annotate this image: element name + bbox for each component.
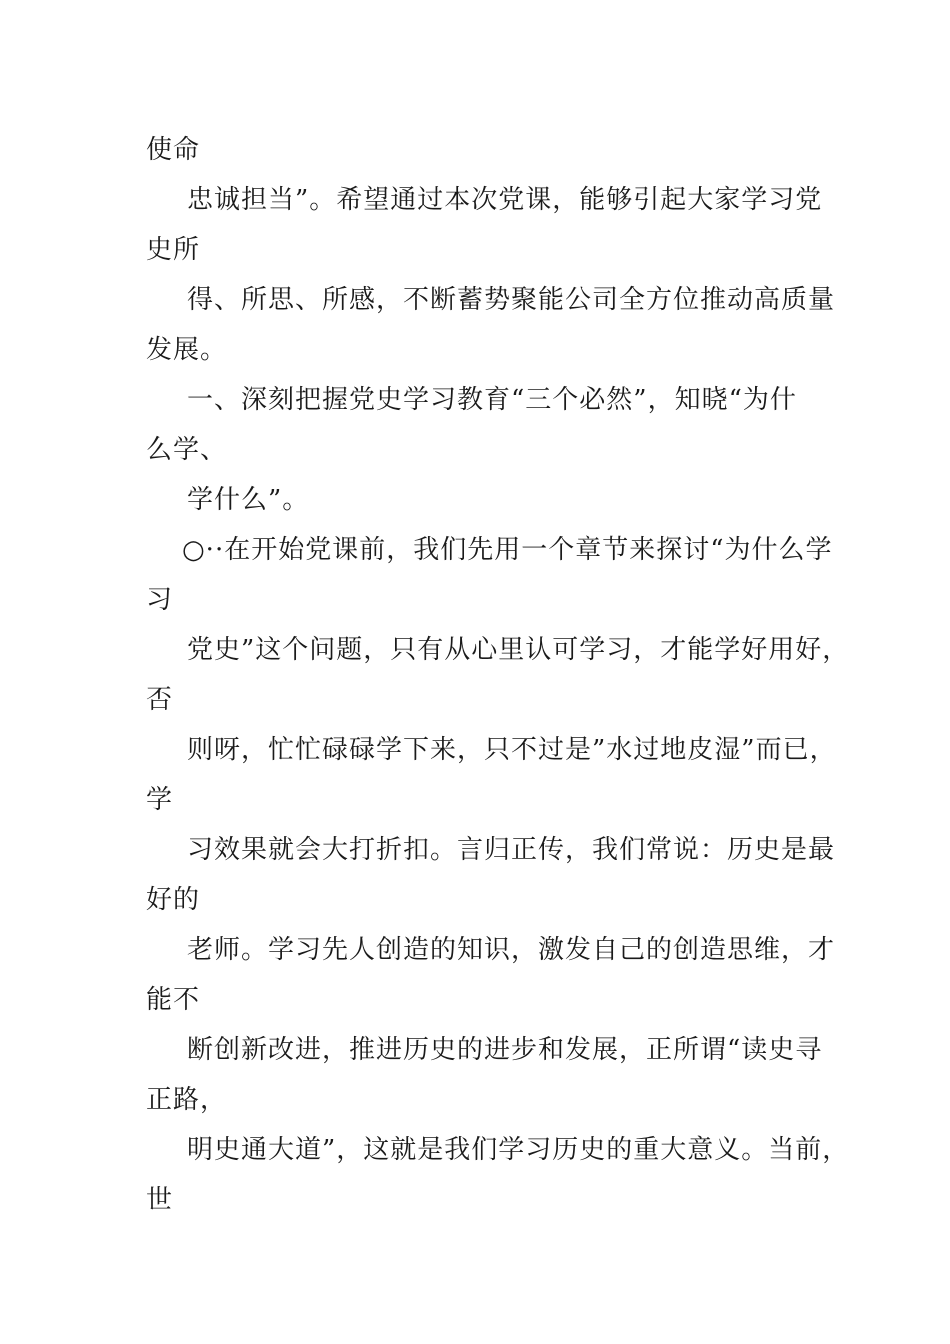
text-line: 党史”这个问题，只有从心里认可学习，才能学好用好，	[187, 635, 850, 665]
text-line: ○··在开始党课前，我们先用一个章节来探讨“为什么学	[182, 535, 833, 565]
text-line: 则呀，忙忙碌碌学下来，只不过是”水过地皮湿”而已，	[187, 735, 837, 765]
text-line: 学	[146, 785, 174, 815]
text-line: 一、深刻把握党史学习教育“三个必然”，知晓“为什	[187, 385, 797, 415]
text-line: 世	[146, 1185, 174, 1215]
text-line: 老师。学习先人创造的知识，激发自己的创造思维，才	[187, 935, 836, 965]
text-line: 学什么”。	[187, 485, 310, 515]
text-line: 发展。	[146, 335, 228, 365]
text-line: 习	[146, 585, 174, 615]
text-line: 么学、	[146, 435, 228, 465]
text-line: 忠诚担当”。希望通过本次党课，能够引起大家学习党	[187, 185, 823, 215]
text-line: 习效果就会大打折扣。言归正传，我们常说：历史是最	[187, 835, 836, 865]
text-line: 正路，	[146, 1085, 228, 1115]
text-line: 好的	[146, 885, 201, 915]
text-line: 能不	[146, 985, 201, 1015]
text-line: 史所	[146, 235, 201, 265]
text-line: 使命	[146, 135, 201, 165]
text-line: 断创新改进，推进历史的进步和发展，正所谓“读史寻	[187, 1035, 823, 1065]
text-line: 否	[146, 685, 174, 715]
text-line: 得、所思、所感，不断蓄势聚能公司全方位推动高质量	[187, 285, 836, 315]
text-line: 明史通大道”，这就是我们学习历史的重大意义。当前，	[187, 1135, 850, 1165]
